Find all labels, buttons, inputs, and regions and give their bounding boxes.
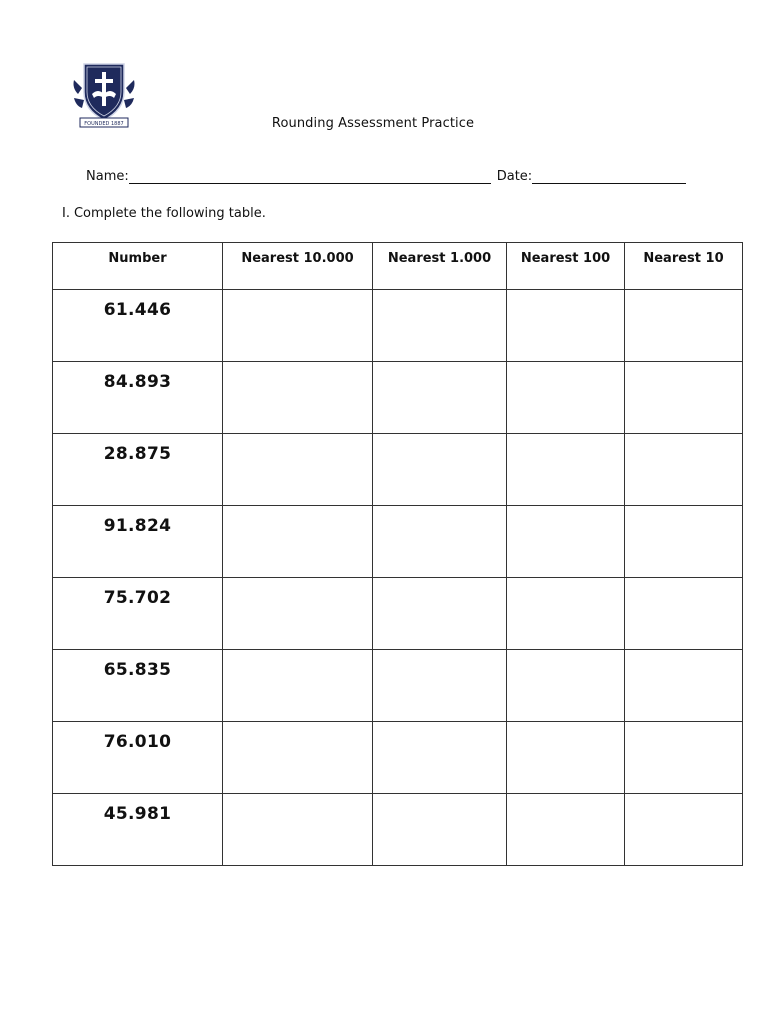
answer-cell[interactable] <box>625 290 743 362</box>
answer-cell[interactable] <box>223 506 373 578</box>
table-row <box>53 506 743 578</box>
table-header-row <box>53 243 743 290</box>
answer-cell[interactable] <box>223 794 373 866</box>
table-row <box>53 578 743 650</box>
header-nearest-10: Nearest 10 <box>625 243 743 290</box>
date-label: Date: <box>496 169 533 184</box>
answer-cell[interactable] <box>223 434 373 506</box>
answer-cell[interactable] <box>507 794 625 866</box>
number-cell: 61.446 <box>53 290 223 362</box>
name-field[interactable] <box>129 171 491 184</box>
table-row <box>53 290 743 362</box>
instruction-number: I. <box>62 206 70 221</box>
answer-cell[interactable] <box>507 578 625 650</box>
header-nearest-1000: Nearest 1.000 <box>373 243 507 290</box>
answer-cell[interactable] <box>223 722 373 794</box>
answer-cell[interactable] <box>373 362 507 434</box>
rounding-table <box>52 242 743 866</box>
answer-cell[interactable] <box>223 650 373 722</box>
number-cell: 75.702 <box>53 578 223 650</box>
answer-cell[interactable] <box>507 722 625 794</box>
table-row <box>53 794 743 866</box>
number-cell: 45.981 <box>53 794 223 866</box>
instruction-text: Complete the following table. <box>73 206 266 221</box>
answer-cell[interactable] <box>373 578 507 650</box>
instruction <box>62 206 266 221</box>
header-number: Number <box>53 243 223 290</box>
answer-cell[interactable] <box>223 362 373 434</box>
answer-cell[interactable] <box>373 434 507 506</box>
name-date-row <box>86 169 686 184</box>
page-title: Rounding Assessment Practice <box>271 116 475 131</box>
answer-cell[interactable] <box>223 290 373 362</box>
answer-cell[interactable] <box>625 434 743 506</box>
answer-cell[interactable] <box>373 794 507 866</box>
answer-cell[interactable] <box>373 650 507 722</box>
answer-cell[interactable] <box>507 434 625 506</box>
header-nearest-100: Nearest 100 <box>507 243 625 290</box>
table-row <box>53 722 743 794</box>
answer-cell[interactable] <box>507 290 625 362</box>
answer-cell[interactable] <box>625 650 743 722</box>
answer-cell[interactable] <box>373 290 507 362</box>
number-cell: 28.875 <box>53 434 223 506</box>
name-label: Name: <box>86 169 129 184</box>
table-row <box>53 434 743 506</box>
header-nearest-10000: Nearest 10.000 <box>223 243 373 290</box>
crest-caption: FOUNDED 1887 <box>84 121 124 127</box>
answer-cell[interactable] <box>625 362 743 434</box>
table-row <box>53 362 743 434</box>
answer-cell[interactable] <box>625 506 743 578</box>
number-cell: 91.824 <box>53 506 223 578</box>
answer-cell[interactable] <box>223 578 373 650</box>
table-row <box>53 650 743 722</box>
answer-cell[interactable] <box>373 722 507 794</box>
answer-cell[interactable] <box>507 650 625 722</box>
number-cell: 65.835 <box>53 650 223 722</box>
answer-cell[interactable] <box>373 506 507 578</box>
number-cell: 84.893 <box>53 362 223 434</box>
answer-cell[interactable] <box>507 506 625 578</box>
number-cell: 76.010 <box>53 722 223 794</box>
answer-cell[interactable] <box>625 794 743 866</box>
answer-cell[interactable] <box>507 362 625 434</box>
answer-cell[interactable] <box>625 722 743 794</box>
date-field[interactable] <box>532 171 686 184</box>
answer-cell[interactable] <box>625 578 743 650</box>
